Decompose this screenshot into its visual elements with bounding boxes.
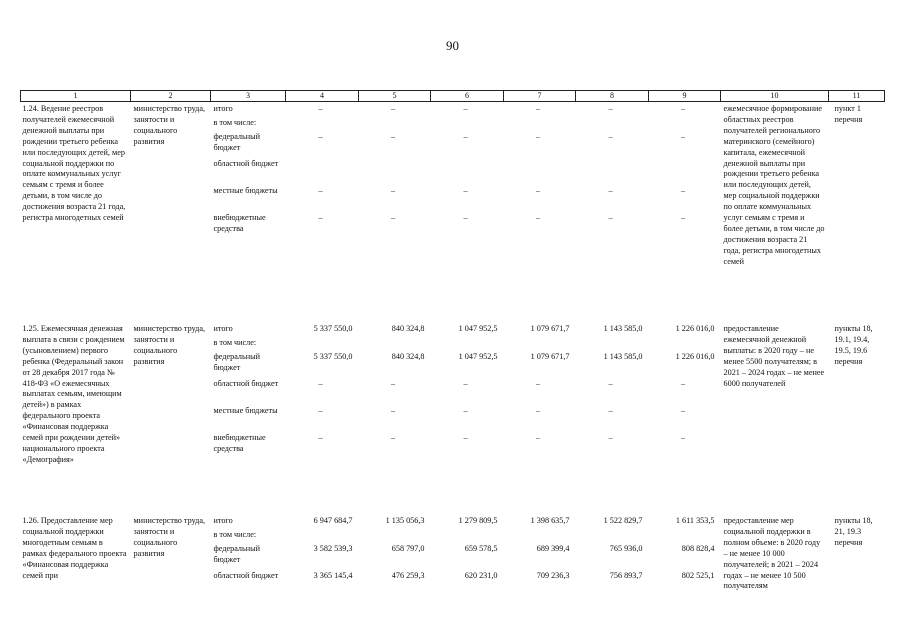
funding-source-label: областной бюджет: [213, 379, 279, 388]
amount-value: –: [535, 213, 541, 222]
amount-cell: [431, 102, 504, 323]
amount-value: [652, 338, 715, 352]
amount-value: –: [608, 379, 613, 388]
amount-value: –: [608, 213, 613, 222]
amount-value: –: [318, 433, 323, 442]
expected-result-cell: ежемесячное формирование областных реестров получателей регионального материнского (семейного) капитала, ежемесячной денежной выплаты при рождении третьего ребенка или последующих детей, мер социальной поддержки по оплате коммунальных услуг семьям с тремя и более детьми, в том числе до достижения возраста 21 года, регистра многодетных семей: [723, 104, 825, 266]
amount-value: –: [463, 406, 468, 415]
amount-value: –: [463, 433, 468, 442]
amount-value: [289, 159, 353, 186]
amount-value: [289, 338, 353, 352]
amount-value: [507, 530, 570, 544]
expected-result-cell: предоставление мер социальной поддержки в полном объеме: в 2020 году – не менее 10 000 получателей; в 2021 – 2024 годах – не менее 10 500 получателям: [723, 516, 821, 591]
amount-value: –: [390, 132, 396, 141]
amount-value: [362, 338, 425, 352]
amount-cell: [359, 102, 431, 323]
amount-value: 1 226 016,0: [675, 352, 715, 361]
amount-value: [507, 338, 570, 352]
amount-value: 756 893,7: [609, 571, 643, 580]
amount-value: –: [680, 213, 686, 222]
amount-cell: [504, 322, 576, 514]
amount-value: 620 231,0: [464, 571, 498, 580]
amount-cell: [286, 322, 359, 514]
funding-source-label: итого: [213, 324, 233, 333]
table-row: [21, 514, 885, 606]
amount-value: 5 337 550,0: [313, 324, 353, 333]
amount-value: 1 047 952,5: [458, 324, 498, 333]
executor-cell: министерство труда, занятости и социального развития: [133, 104, 206, 146]
amount-value: [507, 159, 570, 186]
amount-value: 1 079 671,7: [530, 324, 570, 333]
column-number-row: [21, 91, 885, 102]
amount-cell: [504, 102, 576, 323]
amount-value: –: [680, 132, 686, 141]
amount-value: [434, 338, 498, 352]
table-row: [21, 322, 885, 514]
amount-value: –: [608, 406, 613, 415]
amount-value: 658 797,0: [391, 544, 425, 553]
amount-cell: [359, 322, 431, 514]
amount-value: [507, 118, 570, 132]
amount-value: –: [390, 213, 396, 222]
amount-value: –: [463, 213, 468, 222]
amount-value: 3 365 145,4: [313, 571, 353, 580]
funding-source-label: итого: [213, 516, 233, 525]
reference-cell: пункты 18, 21, 19.3 перечня: [834, 516, 873, 547]
amount-value: –: [608, 433, 613, 442]
column-number: 3: [211, 91, 286, 102]
funding-source-label: местные бюджеты: [213, 186, 278, 195]
table-row: [21, 102, 885, 323]
funding-source-label: итого: [213, 104, 233, 113]
amount-value: –: [535, 406, 541, 415]
amount-value: –: [318, 186, 323, 195]
column-number: 10: [721, 91, 829, 102]
amount-value: –: [535, 379, 541, 388]
amount-value: 709 236,3: [536, 571, 570, 580]
column-number: 5: [359, 91, 431, 102]
amount-value: 1 143 585,0: [603, 324, 643, 333]
amount-value: –: [680, 104, 686, 113]
amount-value: –: [463, 186, 468, 195]
amount-value: –: [608, 132, 613, 141]
funding-source-label: федеральный бюджет: [213, 132, 261, 152]
amount-value: –: [390, 104, 396, 113]
amount-cell: [286, 514, 359, 606]
amount-value: 1 398 635,7: [530, 516, 570, 525]
amount-value: –: [318, 406, 323, 415]
funding-source-label: внебюджетные средства: [213, 213, 266, 233]
program-table: [20, 90, 885, 606]
column-number: 4: [286, 91, 359, 102]
column-number: 2: [131, 91, 211, 102]
reference-cell: пункты 18, 19.1, 19.4, 19.5, 19.6 перечня: [834, 324, 873, 366]
amount-value: –: [390, 186, 396, 195]
funding-source-label: областной бюджет: [213, 159, 279, 168]
reference-cell: пункт 1 перечня: [834, 104, 863, 124]
amount-value: –: [390, 433, 396, 442]
amount-value: [289, 118, 353, 132]
amount-value: 659 578,5: [464, 544, 498, 553]
funding-source-label: внебюджетные средства: [213, 433, 266, 453]
amount-value: 765 936,0: [609, 544, 643, 553]
executor-cell: министерство труда, занятости и социального развития: [133, 516, 206, 558]
funding-source-label: областной бюджет: [213, 571, 279, 580]
amount-value: –: [463, 104, 468, 113]
amount-value: 1 079 671,7: [530, 352, 570, 361]
amount-value: [579, 118, 643, 132]
table-body: [21, 102, 885, 607]
amount-value: [362, 159, 425, 186]
amount-value: [434, 159, 498, 186]
amount-value: 1 135 056,3: [385, 516, 425, 525]
amount-value: –: [318, 132, 323, 141]
amount-value: [579, 338, 643, 352]
funding-source-label: в том числе:: [213, 530, 257, 539]
amount-value: 1 522 829,7: [603, 516, 643, 525]
amount-value: –: [535, 132, 541, 141]
amount-value: –: [390, 406, 396, 415]
amount-value: –: [535, 186, 541, 195]
amount-value: 1 226 016,0: [675, 324, 715, 333]
amount-value: 5 337 550,0: [313, 352, 353, 361]
column-number: 7: [504, 91, 576, 102]
expected-result-cell: предоставление ежемесячной денежной выплаты: в 2020 году – не менее 5500 получателям; в 2021 – 2024 годах – не менее 6000 получателей: [723, 324, 825, 388]
funding-source-label: федеральный бюджет: [213, 544, 261, 564]
amount-value: –: [680, 406, 686, 415]
amount-value: [434, 530, 498, 544]
activity-name: 1.25. Ежемесячная денежная выплата в связи с рождением (усыновлением) первого ребенка (Федеральный закон от 28 декабря 2017 года № 418-ФЗ «О ежемесячных выплатах семьям, имеющим детей») в рамках федерального проекта «Финансовая поддержка семей при рождении детей» национального проекта «Демография»: [22, 324, 125, 464]
amount-value: –: [535, 104, 541, 113]
amount-value: 476 259,3: [391, 571, 425, 580]
amount-value: [652, 530, 715, 544]
amount-value: [362, 530, 425, 544]
amount-value: [362, 118, 425, 132]
amount-value: –: [390, 379, 396, 388]
amount-cell: [431, 322, 504, 514]
amount-value: 6 947 684,7: [313, 516, 353, 525]
amount-cell: [504, 514, 576, 606]
amount-cell: [576, 514, 649, 606]
funding-source-label: в том числе:: [213, 338, 257, 347]
amount-cell: [649, 102, 721, 323]
amount-cell: [286, 102, 359, 323]
page-number: 90: [446, 38, 459, 53]
amount-value: 1 279 809,5: [458, 516, 498, 525]
activity-name: 1.26. Предоставление мер социальной поддержки многодетным семьям в рамках федерального проекта «Финансовая поддержка семей при: [22, 516, 127, 580]
amount-value: 1 143 585,0: [603, 352, 643, 361]
amount-value: –: [680, 379, 686, 388]
amount-value: 1 611 353,5: [675, 516, 715, 525]
amount-cell: [431, 514, 504, 606]
amount-cell: [649, 322, 721, 514]
amount-value: 840 324,8: [391, 352, 425, 361]
amount-value: –: [535, 433, 541, 442]
amount-value: [652, 118, 715, 132]
amount-value: –: [318, 213, 323, 222]
executor-cell: министерство труда, занятости и социального развития: [133, 324, 206, 366]
amount-value: [579, 530, 643, 544]
amount-value: 802 525,1: [681, 571, 715, 580]
amount-value: –: [608, 186, 613, 195]
amount-value: –: [680, 433, 686, 442]
amount-cell: [576, 322, 649, 514]
column-number: 9: [649, 91, 721, 102]
column-number: 11: [829, 91, 885, 102]
amount-value: 808 828,4: [681, 544, 715, 553]
amount-value: 1 047 952,5: [458, 352, 498, 361]
amount-value: –: [463, 379, 468, 388]
funding-sources-cell: [211, 514, 286, 606]
funding-source-label: местные бюджеты: [213, 406, 278, 415]
amount-value: [434, 118, 498, 132]
amount-cell: [576, 102, 649, 323]
amount-cell: [649, 514, 721, 606]
amount-value: [579, 159, 643, 186]
column-number: 1: [21, 91, 131, 102]
funding-sources-cell: [211, 102, 286, 323]
amount-value: –: [318, 104, 323, 113]
amount-value: –: [680, 186, 686, 195]
amount-cell: [359, 514, 431, 606]
amount-value: 840 324,8: [391, 324, 425, 333]
funding-source-label: в том числе:: [213, 118, 257, 127]
funding-source-label: федеральный бюджет: [213, 352, 261, 372]
column-number: 8: [576, 91, 649, 102]
amount-value: [289, 530, 353, 544]
amount-value: 3 582 539,3: [313, 544, 353, 553]
column-number: 6: [431, 91, 504, 102]
activity-name: 1.24. Ведение реестров получателей ежемесячной денежной выплаты при рождении третьего ребенка или последующих детей, мер социальной поддержки по оплате коммунальных услуг семьям с тремя и более детьми, в том числе до достижения возраста 21 года, регистра многодетных семей: [22, 104, 126, 223]
amount-value: –: [463, 132, 468, 141]
amount-value: –: [608, 104, 613, 113]
amount-value: 689 399,4: [536, 544, 570, 553]
funding-sources-cell: [211, 322, 286, 514]
amount-value: –: [318, 379, 323, 388]
amount-value: [652, 159, 715, 186]
